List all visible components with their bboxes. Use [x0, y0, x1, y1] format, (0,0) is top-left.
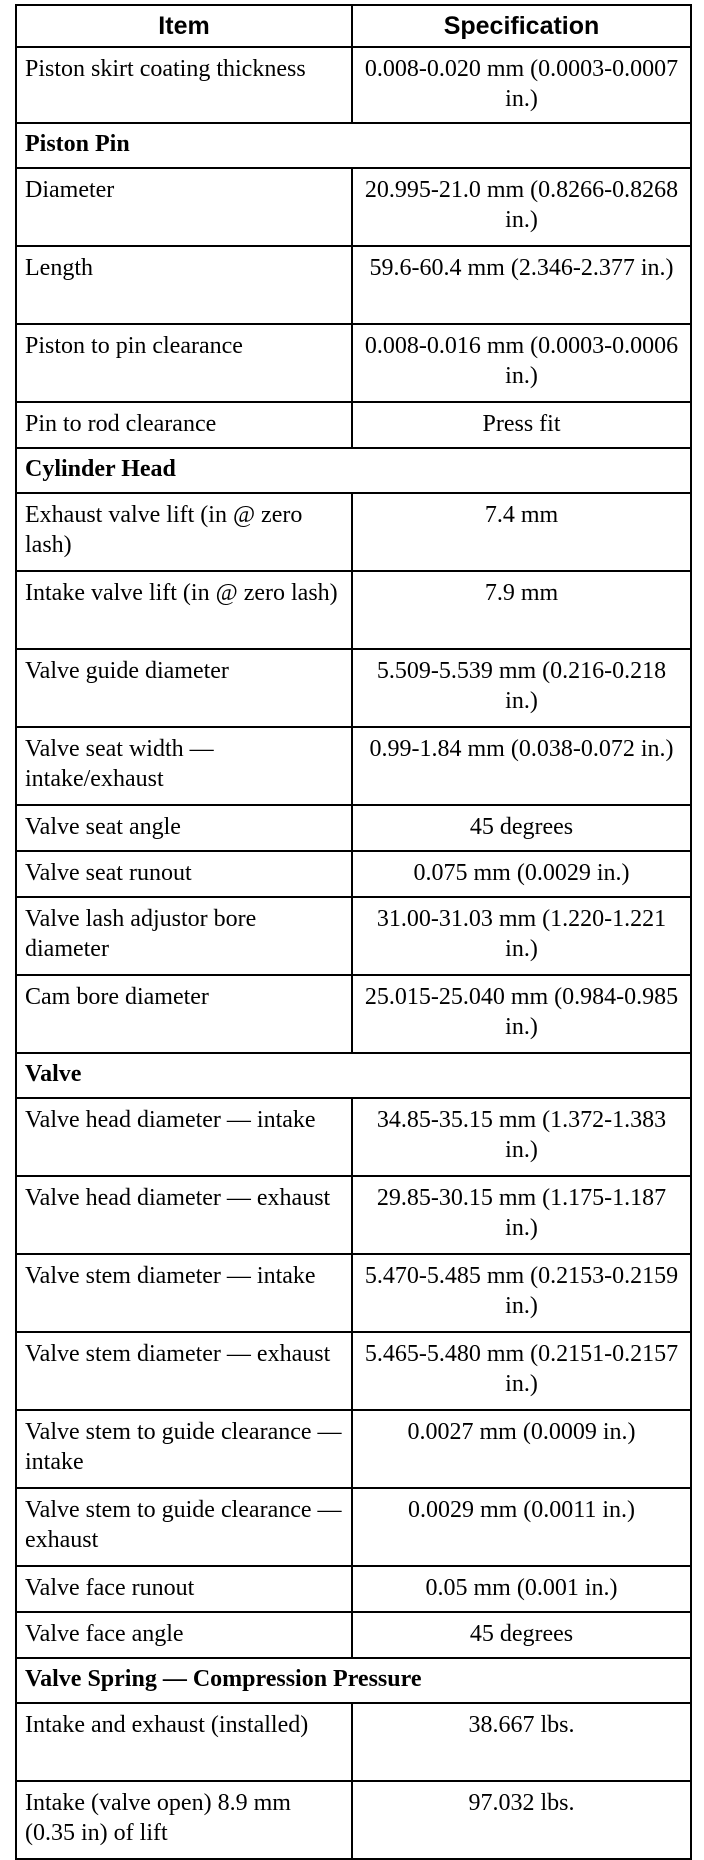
section-row: [16, 123, 691, 168]
table-row: [16, 168, 691, 246]
section-row: [16, 1053, 691, 1098]
item-cell: Piston skirt coating thickness: [16, 47, 352, 123]
item-cell: Valve stem to guide clearance — exhaust: [16, 1488, 352, 1566]
section-heading: Piston Pin: [16, 123, 691, 168]
item-cell: Intake and exhaust (installed): [16, 1703, 352, 1781]
spec-cell: 0.0029 mm (0.0011 in.): [352, 1488, 691, 1566]
table-header-row: [16, 5, 691, 47]
spec-cell: 59.6-60.4 mm (2.346-2.377 in.): [352, 246, 691, 324]
spec-cell: 29.85-30.15 mm (1.175-1.187 in.): [352, 1176, 691, 1254]
item-cell: Valve guide diameter: [16, 649, 352, 727]
spec-cell: 25.015-25.040 mm (0.984-0.985 in.): [352, 975, 691, 1053]
item-cell: Length: [16, 246, 352, 324]
spec-cell: 38.667 lbs.: [352, 1703, 691, 1781]
item-cell: Piston to pin clearance: [16, 324, 352, 402]
item-cell: Intake valve lift (in @ zero lash): [16, 571, 352, 649]
spec-cell: 5.509-5.539 mm (0.216-0.218 in.): [352, 649, 691, 727]
table-row: [16, 1254, 691, 1332]
table-row: [16, 493, 691, 571]
item-cell: Intake (valve open) 8.9 mm (0.35 in) of lift: [16, 1781, 352, 1859]
item-cell: Valve stem diameter — intake: [16, 1254, 352, 1332]
table-row: [16, 324, 691, 402]
table-row: [16, 897, 691, 975]
spec-cell: 7.4 mm: [352, 493, 691, 571]
section-heading: Valve Spring — Compression Pressure: [16, 1658, 691, 1703]
item-cell: Valve face angle: [16, 1612, 352, 1658]
section-row: [16, 1658, 691, 1703]
spec-cell: 7.9 mm: [352, 571, 691, 649]
table-row: [16, 246, 691, 324]
table-row: [16, 649, 691, 727]
table-row: [16, 1410, 691, 1488]
spec-cell: 0.075 mm (0.0029 in.): [352, 851, 691, 897]
table-row: [16, 1176, 691, 1254]
item-cell: Cam bore diameter: [16, 975, 352, 1053]
item-cell: Valve face runout: [16, 1566, 352, 1612]
item-cell: Valve stem to guide clearance — intake: [16, 1410, 352, 1488]
section-heading: Valve: [16, 1053, 691, 1098]
table-row: [16, 1781, 691, 1859]
spec-cell: 0.008-0.016 mm (0.0003-0.0006 in.): [352, 324, 691, 402]
spec-cell: 20.995-21.0 mm (0.8266-0.8268 in.): [352, 168, 691, 246]
specification-column-header: Specification: [352, 5, 691, 47]
section-row: [16, 448, 691, 493]
item-cell: Valve stem diameter — exhaust: [16, 1332, 352, 1410]
specification-table: [15, 4, 692, 1860]
table-row: [16, 805, 691, 851]
item-column-header: Item: [16, 5, 352, 47]
table-row: [16, 1703, 691, 1781]
item-cell: Valve seat width — intake/exhaust: [16, 727, 352, 805]
spec-cell: 45 degrees: [352, 805, 691, 851]
table-row: [16, 1488, 691, 1566]
spec-cell: 0.0027 mm (0.0009 in.): [352, 1410, 691, 1488]
spec-cell: 45 degrees: [352, 1612, 691, 1658]
spec-cell: 31.00-31.03 mm (1.220-1.221 in.): [352, 897, 691, 975]
spec-cell: 34.85-35.15 mm (1.372-1.383 in.): [352, 1098, 691, 1176]
table-row: [16, 1566, 691, 1612]
table-row: [16, 571, 691, 649]
table-row: [16, 402, 691, 448]
spec-cell: 0.99-1.84 mm (0.038-0.072 in.): [352, 727, 691, 805]
item-cell: Pin to rod clearance: [16, 402, 352, 448]
spec-cell: 0.008-0.020 mm (0.0003-0.0007 in.): [352, 47, 691, 123]
item-cell: Valve lash adjustor bore diameter: [16, 897, 352, 975]
spec-cell: 97.032 lbs.: [352, 1781, 691, 1859]
spec-cell: Press fit: [352, 402, 691, 448]
table-row: [16, 851, 691, 897]
spec-cell: 5.465-5.480 mm (0.2151-0.2157 in.): [352, 1332, 691, 1410]
table-row: [16, 1098, 691, 1176]
item-cell: Valve head diameter — exhaust: [16, 1176, 352, 1254]
table-row: [16, 975, 691, 1053]
item-cell: Valve seat runout: [16, 851, 352, 897]
spec-cell: 0.05 mm (0.001 in.): [352, 1566, 691, 1612]
item-cell: Valve head diameter — intake: [16, 1098, 352, 1176]
item-cell: Valve seat angle: [16, 805, 352, 851]
table-row: [16, 1332, 691, 1410]
table-row: [16, 1612, 691, 1658]
section-heading: Cylinder Head: [16, 448, 691, 493]
table-row: [16, 727, 691, 805]
item-cell: Diameter: [16, 168, 352, 246]
item-cell: Exhaust valve lift (in @ zero lash): [16, 493, 352, 571]
table-row: [16, 47, 691, 123]
spec-cell: 5.470-5.485 mm (0.2153-0.2159 in.): [352, 1254, 691, 1332]
